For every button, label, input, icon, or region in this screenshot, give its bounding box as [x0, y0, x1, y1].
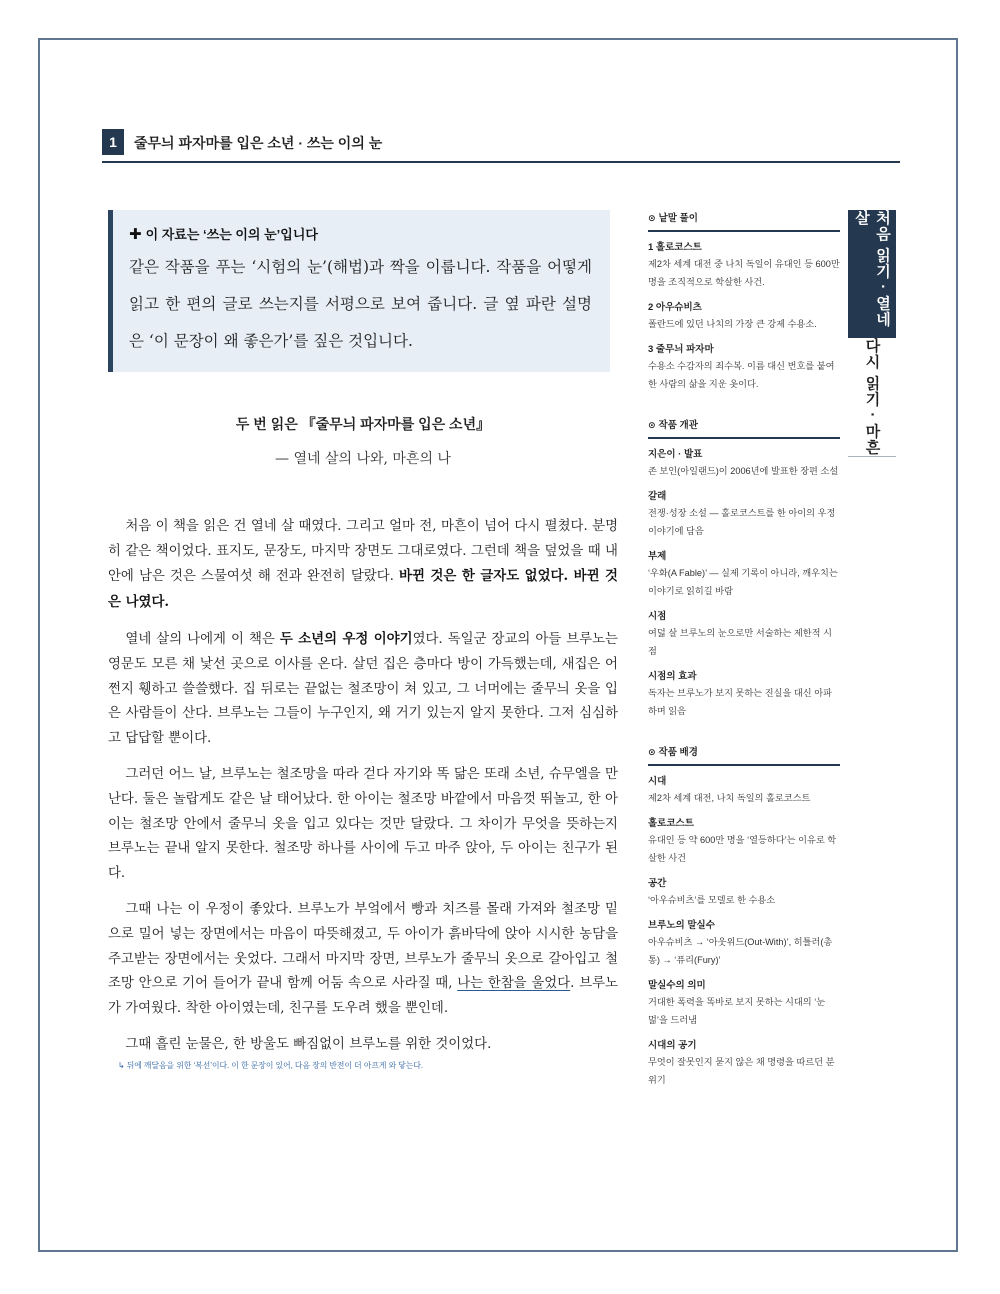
- entry-title: 지은이 · 발표: [648, 449, 703, 460]
- entry-desc: 폴란드에 있던 나치의 가장 큰 강제 수용소.: [648, 319, 817, 329]
- sidebar-section-background: [648, 744, 840, 1089]
- section-heading-text: 작품 개관: [658, 420, 698, 431]
- entry-title: 3 줄무늬 파자마: [648, 344, 714, 355]
- sidebar-entry: [648, 549, 840, 600]
- p4-text-a: 그때 나는 이 우정이 좋았다. 브루노가 부엌에서 빵과 치즈를 몰래 가져와 철조망 밑으로 밀어 넣는 장면에서는 마음이 따뜻해졌고, 두 아이가 흙바닥에 앉아 시시한 농담을 주고받는 장면에서는 웃었다. 그래서 마지막 장면, 브루노가 줄무늬 옷으로 갈아입고 철조망 안으로 기어 들어가 끝내 함께 어둠 속으로 사라질 때,: [108, 902, 618, 992]
- chapter-number: 1: [102, 129, 124, 155]
- sidebar-section-overview: [648, 417, 840, 720]
- circle-icon: ⊙: [648, 747, 656, 757]
- notice-body: 같은 작품을 푸는 ‘시험의 눈’(해법)과 짝을 이룹니다. 작품을 어떻게 읽고 한 편의 글로 쓰는지를 서평으로 보여 줍니다. 글 옆 파란 설명은 ‘이 문장이 왜 좋은가’를 짚은 것입니다.: [129, 258, 592, 350]
- entry-title: 부제: [648, 551, 667, 562]
- entry-desc: 여덟 살 브루노의 눈으로만 서술하는 제한적 시점: [648, 628, 832, 656]
- p2-text-c: 였다. 독일군 장교의 아들 브루노는 영문도 모른 채 낯선 곳으로 이사를 온다. 살던 집은 층마다 방이 가득했는데, 새집은 어쩐지 휑하고 쓸쓸했다. 집 뒤로는 끝없는 철조망이 쳐 있고, 그 너머에는 줄무늬 옷을 입은 사람들이 산다. 브루노는 그들이 누구인지, 왜 거기 있는지 알지 못한다. 그저 심심하고 답답할 뿐이다.: [108, 632, 618, 746]
- p2-text-a: 열네 살의 나에게 이 책은: [125, 632, 280, 648]
- sidebar-entry: [648, 342, 840, 393]
- sidebar-entry: [648, 300, 840, 333]
- plus-icon: ✚: [129, 226, 142, 243]
- sidebar-entry: [648, 1038, 840, 1089]
- p1-emphasis: 바뀐 것은 한 글자도 없었다. 바뀐 것은 나였다.: [108, 568, 618, 610]
- paragraph-3: 그러던 어느 날, 브루노는 철조망을 따라 걷다 자기와 똑 닮은 또래 소년, 슈무엘을 만난다. 둘은 놀랍게도 같은 날 태어났다. 한 아이는 철조망 바깥에서 마음껏 뛰놀고, 한 아이는 철조망 안에서 줄무늬 옷을 입고 있다는 것만 달랐다. 그 차이가 무엇을 뜻하는지 브루노는 끝내 알지 못한다. 철조망 하나를 사이에 두고 마주 앉아, 두 아이는 친구가 된다.: [108, 767, 618, 881]
- p1-text: 처음 이 책을 읽은 건 열네 살 때였다. 그리고 얼마 전, 마흔이 넘어 다시 펼쳤다. 분명히 같은 책이었다. 표지도, 문장도, 마지막 장면도 그대로였다. 그런데 책을 덮었을 때 내 안에 남은 것은 스물여섯 해 전과 완전히 달랐다.: [108, 519, 618, 585]
- sidebar-entry: [648, 447, 840, 480]
- essay-header: [108, 400, 618, 468]
- entry-desc: 존 보인(아일랜드)이 2006년에 발표한 장편 소설: [648, 466, 839, 476]
- p4-underlined: 나는 한참을 울었다: [457, 976, 571, 992]
- entry-title: 2 아우슈비츠: [648, 302, 702, 313]
- paragraph-5: 그때 흘린 눈물은, 한 방울도 빠짐없이 브루노를 위한 것이었다.: [125, 1037, 492, 1053]
- essay-title: 두 번 읽은 『줄무늬 파자마를 입은 소년』: [235, 416, 491, 432]
- entry-title: 브루노의 말실수: [648, 920, 715, 931]
- sidebar-entry: [648, 774, 840, 807]
- section-heading-text: 작품 배경: [658, 747, 698, 758]
- entry-desc: 제2차 세계 대전, 나치 독일의 홀로코스트: [648, 793, 811, 803]
- section-heading: [648, 210, 840, 232]
- sidebar-entry: [648, 240, 840, 291]
- entry-title: 1 홀로코스트: [648, 242, 702, 253]
- section-heading: [648, 744, 840, 766]
- chapter-title: 줄무늬 파자마를 입은 소년 · 쓰는 이의 눈: [134, 135, 383, 151]
- paragraph-4: [108, 898, 618, 1021]
- entry-desc: 무엇이 잘못인지 묻지 않은 채 명령을 따르던 분위기: [648, 1057, 835, 1085]
- p4-text-c: . 브루노가 가여웠다. 착한 아이였는데, 친구를 도우려 했을 뿐인데.: [108, 976, 618, 1016]
- notice-heading-row: [129, 224, 592, 243]
- sidebar-entry: [648, 978, 840, 1029]
- paragraph-2: [108, 627, 618, 751]
- tab-second-reading-label: 다시 읽기 · 마흔: [863, 338, 881, 456]
- section-heading-text: 낱말 풀이: [658, 213, 698, 224]
- entry-desc: 아우슈비츠 → ‘아웃위드(Out-With)’, 히틀러(총통) → ‘퓨리(Fury)’: [648, 937, 833, 965]
- chapter-header: [102, 129, 900, 163]
- sidebar: [648, 210, 840, 1113]
- p2-emphasis: 두 소년의 우정 이야기: [279, 631, 413, 648]
- entry-title: 시점: [648, 611, 667, 622]
- entry-title: 시대의 공기: [648, 1040, 697, 1051]
- entry-title: 말실수의 의미: [648, 980, 706, 991]
- entry-title: 홀로코스트: [648, 818, 694, 829]
- entry-desc: ‘아우슈비츠’를 모델로 한 수용소: [648, 895, 776, 905]
- section-heading: [648, 417, 840, 439]
- sidebar-section-glossary: [648, 210, 840, 393]
- tab-first-reading-label: 처음 읽기 · 열네 살: [853, 210, 891, 328]
- notice-box: [108, 210, 610, 372]
- side-tabs: [848, 210, 896, 457]
- sidebar-entry: [648, 669, 840, 720]
- entry-desc: 독자는 브루노가 보지 못하는 진실을 대신 아파하며 읽음: [648, 688, 832, 716]
- entry-title: 시점의 효과: [648, 671, 697, 682]
- tab-second-reading[interactable]: [848, 338, 896, 457]
- entry-desc: 제2차 세계 대전 중 나치 독일이 유대인 등 600만 명을 조직적으로 학살한 사건.: [648, 259, 840, 287]
- essay-subtitle: — 열네 살의 나와, 마흔의 나: [275, 451, 451, 467]
- sidebar-entry: [648, 816, 840, 867]
- sidebar-entry: [648, 489, 840, 540]
- notice-heading: 이 자료는 ‘쓰는 이의 눈’입니다: [145, 227, 318, 242]
- sidebar-entry: [648, 918, 840, 969]
- entry-desc: ‘우화(A Fable)’ — 실제 기록이 아니라, 깨우치는 이야기로 읽히길 바람: [648, 568, 838, 596]
- entry-desc: 수용소 수감자의 죄수복. 이름 대신 번호를 붙여 한 사람의 삶을 지운 옷이다.: [648, 361, 835, 389]
- entry-desc: 유대인 등 약 600만 명을 ‘열등하다’는 이유로 학살한 사건: [648, 835, 837, 863]
- tab-first-reading[interactable]: [848, 210, 896, 338]
- circle-icon: ⊙: [648, 420, 656, 430]
- blue-margin-note: ↳ 뒤에 깨달음을 위한 ‘복선’이다. 이 한 문장이 있어, 다음 장의 반전이 더 아프게 와 닿는다.: [118, 1060, 424, 1070]
- entry-desc: 전쟁·성장 소설 — 홀로코스트를 한 아이의 우정 이야기에 담음: [648, 508, 836, 536]
- sidebar-entry: [648, 876, 840, 909]
- sidebar-entry: [648, 609, 840, 660]
- entry-title: 갈래: [648, 491, 667, 502]
- essay-body: [108, 515, 618, 1072]
- paragraph-1: [108, 515, 618, 615]
- circle-icon: ⊙: [648, 213, 656, 223]
- entry-title: 공간: [648, 878, 667, 889]
- entry-desc: 거대한 폭력을 똑바로 보지 못하는 시대의 ‘눈멂’을 드러냄: [648, 997, 826, 1025]
- entry-title: 시대: [648, 776, 667, 787]
